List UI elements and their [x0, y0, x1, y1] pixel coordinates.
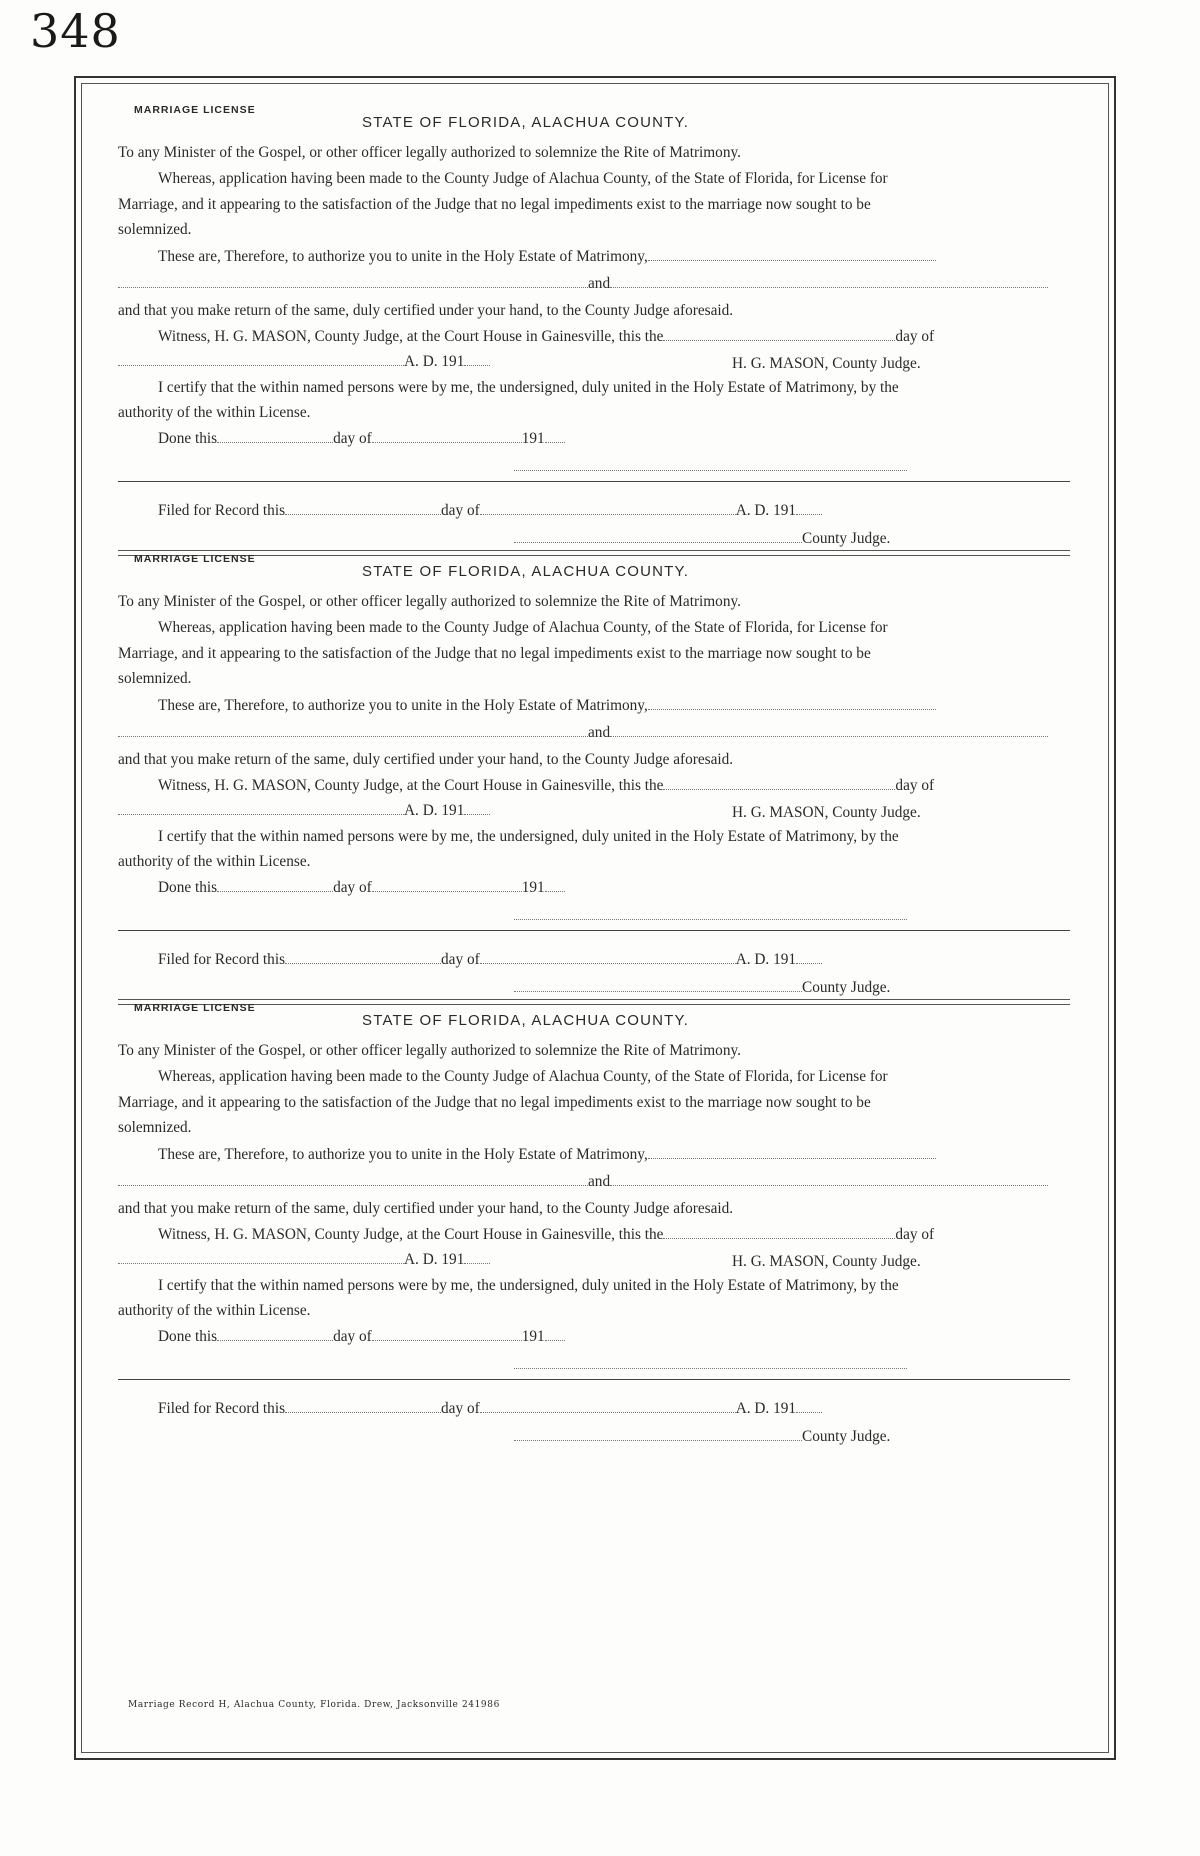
witness-text: Witness, H. G. MASON, County Judge, at the Court House in Gainesville, this the [158, 1226, 664, 1243]
license-authorize-line [158, 1146, 936, 1164]
filed-day-field[interactable] [285, 502, 441, 515]
license-whereas-line2: Marriage, and it appearing to the satisfaction of the Judge that no legal impediments exist to the marriage now sought to be [118, 645, 871, 662]
license-judge-name: H. G. MASON, County Judge. [732, 1253, 921, 1270]
license-certify-line1: I certify that the within named persons were by me, the undersigned, duly united in the Holy Estate of Matrimony, by the [158, 1277, 899, 1294]
officiant-signature-line[interactable] [514, 1367, 907, 1369]
witness-month-field[interactable] [118, 1251, 404, 1264]
done-day-field[interactable] [217, 430, 333, 443]
done-dayof: day of [333, 1328, 372, 1345]
license-address: To any Minister of the Gospel, or other officer legally authorized to solemnize the Rite of Matrimony. [118, 1042, 741, 1059]
license-witness-line [158, 328, 934, 346]
bride-name-field[interactable] [610, 275, 1048, 288]
groom-name-field[interactable] [648, 248, 936, 261]
filed-day-field[interactable] [285, 951, 441, 964]
license-address: To any Minister of the Gospel, or other officer legally authorized to solemnize the Rite of Matrimony. [118, 593, 741, 610]
license-return-line: and that you make return of the same, duly certified under your hand, to the County Judge aforesaid. [118, 751, 734, 768]
page-number: 348 [30, 4, 121, 58]
done-year: 191 [521, 430, 545, 447]
license-whereas-line3: solemnized. [118, 670, 192, 687]
groom-name-field-cont[interactable] [118, 275, 588, 288]
done-month-field[interactable] [372, 879, 522, 892]
witness-month-field[interactable] [118, 353, 404, 366]
filed-ad: A. D. 191 [735, 502, 797, 519]
license-and-line [118, 275, 1048, 293]
done-day-field[interactable] [217, 879, 333, 892]
done-day-field[interactable] [217, 1328, 333, 1341]
license-certify-line1: I certify that the within named persons were by me, the undersigned, duly united in the Holy Estate of Matrimony, by the [158, 828, 899, 845]
license-done-line [158, 879, 565, 897]
witness-month-field[interactable] [118, 802, 404, 815]
witness-dayof: day of [895, 777, 935, 794]
license-certify-line2: authority of the within License. [118, 404, 311, 421]
done-text: Done this [158, 879, 218, 896]
license-whereas-line1: Whereas, application having been made to the County Judge of Alachua County, of the State of Florida, for License for [158, 170, 888, 187]
license-filed-line [158, 1400, 822, 1418]
license-certify-line2: authority of the within License. [118, 1302, 311, 1319]
filed-ad: A. D. 191 [735, 1400, 797, 1417]
license-authorize-line [158, 248, 936, 266]
authorize-text: These are, Therefore, to authorize you to unite in the Holy Estate of Matrimony, [158, 697, 648, 714]
license-filed-line [158, 502, 822, 520]
filed-month-field[interactable] [480, 1400, 736, 1413]
witness-day-field[interactable] [663, 328, 895, 341]
license-label: MARRIAGE LICENSE [134, 104, 256, 116]
ad-text: A. D. 191 [404, 1251, 465, 1268]
county-judge-text: County Judge. [802, 1428, 891, 1445]
marriage-license-1 [82, 84, 1108, 598]
form-inner-border [81, 83, 1109, 1753]
license-filed-line [158, 951, 822, 969]
bride-name-field[interactable] [610, 724, 1048, 737]
license-witness-line [158, 777, 934, 795]
authorize-text: These are, Therefore, to authorize you to unite in the Holy Estate of Matrimony, [158, 1146, 648, 1163]
license-return-line: and that you make return of the same, duly certified under your hand, to the County Judge aforesaid. [118, 302, 734, 319]
filing-divider [118, 1379, 1070, 1380]
license-state-heading: STATE OF FLORIDA, ALACHUA COUNTY. [362, 1012, 690, 1029]
license-done-line [158, 1328, 565, 1346]
filed-year-field[interactable] [796, 1400, 822, 1413]
ad-text: A. D. 191 [404, 353, 465, 370]
ad-text: A. D. 191 [404, 802, 465, 819]
license-whereas-line2: Marriage, and it appearing to the satisfaction of the Judge that no legal impediments exist to the marriage now sought to be [118, 196, 871, 213]
form-frame [74, 76, 1116, 1760]
witness-dayof: day of [895, 328, 935, 345]
done-year-field[interactable] [545, 879, 565, 892]
witness-year-field[interactable] [464, 1251, 490, 1264]
filed-year-field[interactable] [796, 502, 822, 515]
license-county-judge-line [514, 1428, 890, 1446]
license-return-line: and that you make return of the same, duly certified under your hand, to the County Judge aforesaid. [118, 1200, 734, 1217]
and-text: and [588, 1173, 611, 1190]
license-certify-line1: I certify that the within named persons were by me, the undersigned, duly united in the Holy Estate of Matrimony, by the [158, 379, 899, 396]
license-judge-name: H. G. MASON, County Judge. [732, 355, 921, 372]
county-judge-text: County Judge. [802, 530, 891, 547]
officiant-signature-line[interactable] [514, 469, 907, 471]
license-ad-line [118, 802, 490, 820]
filed-dayof: day of [441, 502, 480, 519]
filed-dayof: day of [441, 951, 480, 968]
bride-name-field[interactable] [610, 1173, 1048, 1186]
witness-text: Witness, H. G. MASON, County Judge, at the Court House in Gainesville, this the [158, 328, 664, 345]
done-year: 191 [521, 1328, 545, 1345]
license-label: MARRIAGE LICENSE [134, 1002, 256, 1014]
license-address: To any Minister of the Gospel, or other officer legally authorized to solemnize the Rite of Matrimony. [118, 144, 741, 161]
marriage-license-3 [82, 982, 1108, 1496]
license-judge-name: H. G. MASON, County Judge. [732, 804, 921, 821]
license-whereas-line2: Marriage, and it appearing to the satisfaction of the Judge that no legal impediments exist to the marriage now sought to be [118, 1094, 871, 1111]
county-judge-text: County Judge. [802, 979, 891, 996]
license-and-line [118, 1173, 1048, 1191]
filed-text: Filed for Record this [158, 951, 286, 968]
filed-day-field[interactable] [285, 1400, 441, 1413]
done-year: 191 [521, 879, 545, 896]
witness-dayof: day of [895, 1226, 935, 1243]
groom-name-field[interactable] [648, 697, 936, 710]
license-authorize-line [158, 697, 936, 715]
filed-month-field[interactable] [480, 951, 736, 964]
filed-ad: A. D. 191 [735, 951, 797, 968]
license-whereas-line3: solemnized. [118, 221, 192, 238]
license-state-heading: STATE OF FLORIDA, ALACHUA COUNTY. [362, 114, 690, 131]
license-whereas-line1: Whereas, application having been made to the County Judge of Alachua County, of the State of Florida, for License for [158, 1068, 888, 1085]
done-text: Done this [158, 1328, 218, 1345]
done-year-field[interactable] [545, 1328, 565, 1341]
done-dayof: day of [333, 430, 372, 447]
printer-footer: Marriage Record H, Alachua County, Florida. Drew, Jacksonville 241986 [128, 1700, 500, 1710]
license-witness-line [158, 1226, 934, 1244]
done-dayof: day of [333, 879, 372, 896]
filed-text: Filed for Record this [158, 1400, 286, 1417]
license-whereas-line1: Whereas, application having been made to the County Judge of Alachua County, of the State of Florida, for License for [158, 619, 888, 636]
witness-year-field[interactable] [464, 353, 490, 366]
county-judge-signature-field[interactable] [514, 1428, 802, 1441]
filed-year-field[interactable] [796, 951, 822, 964]
authorize-text: These are, Therefore, to authorize you to unite in the Holy Estate of Matrimony, [158, 248, 648, 265]
officiant-signature-line[interactable] [514, 918, 907, 920]
license-whereas-line3: solemnized. [118, 1119, 192, 1136]
groom-name-field[interactable] [648, 1146, 936, 1159]
filing-divider [118, 481, 1070, 482]
license-ad-line [118, 353, 490, 371]
license-certify-line2: authority of the within License. [118, 853, 311, 870]
and-text: and [588, 724, 611, 741]
license-and-line [118, 724, 1048, 742]
license-ad-line [118, 1251, 490, 1269]
done-month-field[interactable] [372, 430, 522, 443]
witness-day-field[interactable] [663, 1226, 895, 1239]
filing-divider [118, 930, 1070, 931]
license-state-heading: STATE OF FLORIDA, ALACHUA COUNTY. [362, 563, 690, 580]
filed-text: Filed for Record this [158, 502, 286, 519]
license-done-line [158, 430, 565, 448]
filed-dayof: day of [441, 1400, 480, 1417]
witness-year-field[interactable] [464, 802, 490, 815]
filed-month-field[interactable] [480, 502, 736, 515]
done-year-field[interactable] [545, 430, 565, 443]
witness-text: Witness, H. G. MASON, County Judge, at the Court House in Gainesville, this the [158, 777, 664, 794]
license-label: MARRIAGE LICENSE [134, 553, 256, 565]
groom-name-field-cont[interactable] [118, 724, 588, 737]
groom-name-field-cont[interactable] [118, 1173, 588, 1186]
done-month-field[interactable] [372, 1328, 522, 1341]
marriage-license-2 [82, 533, 1108, 1047]
witness-day-field[interactable] [663, 777, 895, 790]
done-text: Done this [158, 430, 218, 447]
and-text: and [588, 275, 611, 292]
